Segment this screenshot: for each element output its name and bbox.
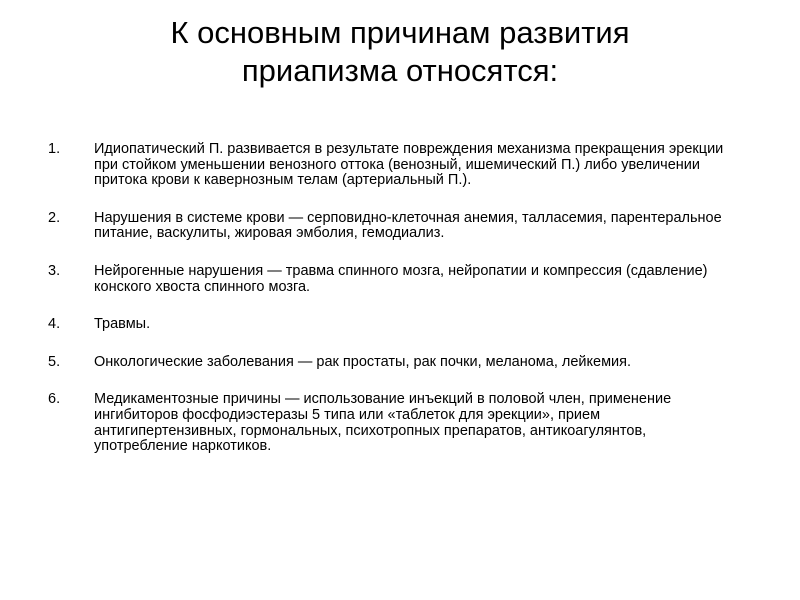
list-item-number: 6.: [48, 391, 61, 408]
list-item: [0, 392, 800, 454]
slide-title-line-2: приапизма относятся:: [241, 53, 559, 88]
list-item: [0, 211, 800, 242]
list-item-number: 2.: [48, 209, 61, 226]
causes-list: [0, 142, 800, 477]
list-item: [0, 317, 800, 333]
list-item-number: 4.: [48, 316, 61, 333]
list-item: [0, 142, 800, 189]
list-item-number: 5.: [48, 353, 61, 370]
list-item-text: Травмы.: [94, 316, 151, 333]
list-item-number: 3.: [48, 262, 61, 279]
list-item-number: 1.: [48, 141, 61, 157]
list-item-text: Идиопатический П. развивается в результате повреждения механизма прекращения эрекции при стойком уменьшении венозного оттока (венозный, ишемический П.) либо увеличении притока крови к кавернозным телам (артериальный П.).: [94, 141, 724, 189]
list-item-text: Нейрогенные нарушения — травма спинного мозга, нейропатии и компрессия (сдавление) конского хвоста спинного мозга.: [94, 262, 708, 295]
slide-title-line-1: К основным причинам развития: [170, 15, 630, 50]
slide-title: [60, 14, 740, 90]
list-item-text: Онкологические заболевания — рак простаты, рак почки, меланома, лейкемия.: [94, 353, 632, 370]
list-item: [0, 355, 800, 371]
list-item: [0, 264, 800, 295]
list-item-text: Медикаментозные причины — использование инъекций в половой член, применение ингибиторов фосфодиэстеразы 5 типа или «таблеток для эрекции», прием антигипертензивных, гормональных, психотропных препаратов, антикоагулянтов, употребление наркотиков.: [94, 391, 672, 455]
list-item-text: Нарушения в системе крови — серповидно-клеточная анемия, талласемия, парентеральное питание, васкулиты, жировая эмболия, гемодиализ.: [94, 209, 722, 242]
